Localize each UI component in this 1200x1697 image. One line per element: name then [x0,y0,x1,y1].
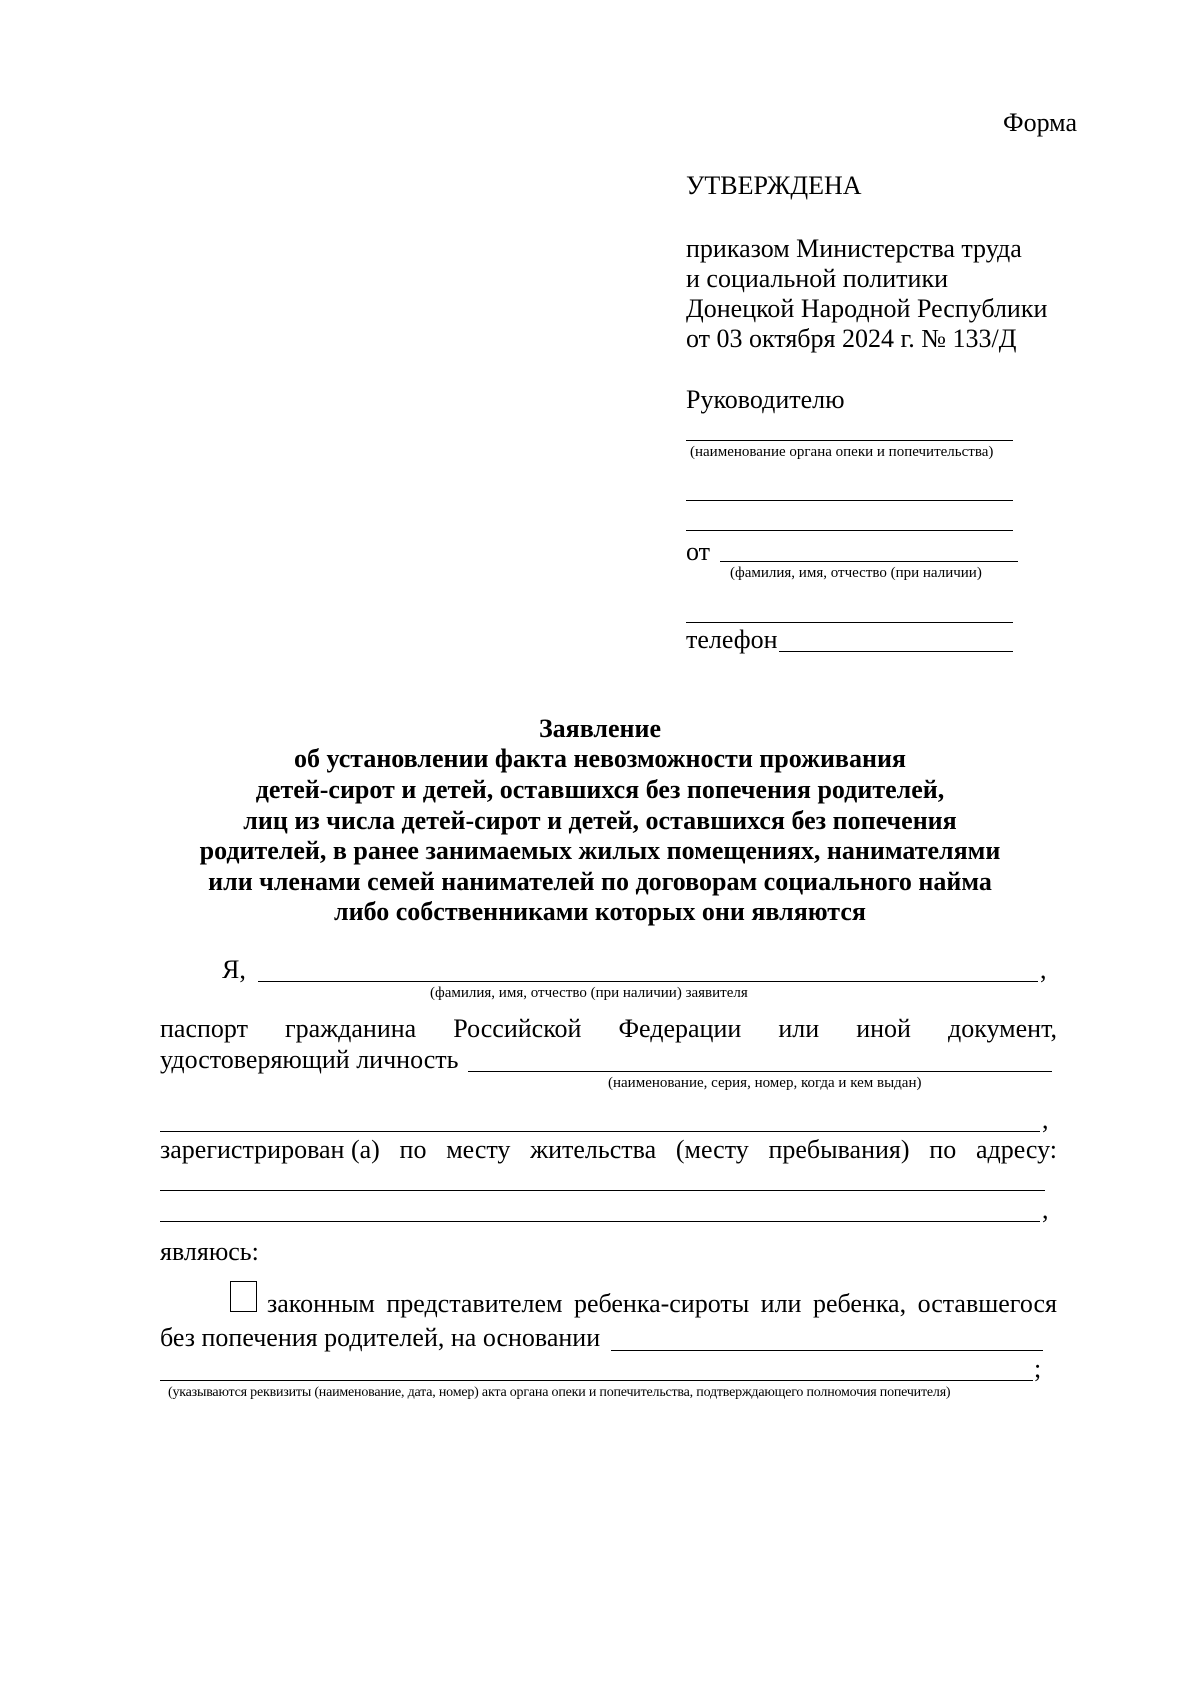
comma: , [1042,1105,1049,1134]
address-field[interactable] [160,1190,1045,1191]
word: оставшегося [917,1289,1057,1318]
word: пребывания) [768,1135,910,1164]
word: по [929,1135,957,1164]
basis-field-line-2[interactable] [160,1380,1033,1381]
title-line: лиц из числа детей-сирот и детей, оставшихся без попечения [243,806,957,835]
authority-field-line-3[interactable] [686,530,1013,531]
document-hint: (наименование, серия, номер, когда и кем выдан) [608,1075,922,1091]
word: документ, [948,1014,1057,1043]
passport-line [160,1014,1057,1044]
registered-line [160,1135,1057,1165]
word: иной [856,1014,911,1043]
word: Российской [453,1014,582,1043]
word: Федерации [618,1014,742,1043]
guardian-hint: (указываются реквизиты (наименование, дата, номер) акта органа опеки и попечительства, подтверждающего полномочия попечителя) [168,1385,951,1400]
title-line: или членами семей нанимателей по договорам социального найма [208,867,992,896]
authority-field[interactable] [686,440,1013,441]
word: (месту [675,1135,749,1164]
order-line: Донецкой Народной Республики [686,294,1048,323]
from-label: от [686,537,711,566]
title-line: родителей, в ранее занимаемых жилых помещениях, нанимателями [199,836,1001,865]
semicolon: ; [1034,1354,1042,1383]
option-continuation: без попечения родителей, на основании [160,1323,601,1352]
address-field-line-2[interactable] [160,1221,1040,1222]
applicant-fio-field[interactable] [258,981,1038,982]
applicant-name-field[interactable] [720,561,1018,562]
word: представителем [386,1289,563,1318]
phone-field[interactable] [779,651,1013,652]
word: по [399,1135,427,1164]
order-line: от 03 октября 2024 г. № 133/Д [686,324,1017,353]
fio-hint: (фамилия, имя, отчество (при наличии) [730,565,982,581]
phone-label: телефон [686,625,778,654]
comma: , [1042,1195,1049,1224]
comma: , [1040,955,1047,984]
authority-hint: (наименование органа опеки и попечительства) [690,444,994,460]
legal-representative-checkbox[interactable] [230,1281,257,1312]
word: жительства [530,1135,657,1164]
identity-document-field-line-2[interactable] [160,1131,1040,1132]
i-am-label: являюсь: [160,1237,259,1266]
word: зарегистрирован (а) [160,1135,380,1164]
basis-field[interactable] [611,1350,1043,1351]
word: законным [267,1289,375,1318]
word: ребенка-сироты [573,1289,750,1318]
applicant-name-field-line-2[interactable] [686,622,1013,623]
title-line: детей-сирот и детей, оставшихся без попечения родителей, [255,775,945,804]
word: ребенка, [812,1289,907,1318]
title-line: об установлении факта невозможности проживания [294,744,906,773]
authority-field-line-2[interactable] [686,500,1013,501]
identity-label: удостоверяющий личность [160,1045,459,1074]
applicant-hint: (фамилия, имя, отчество (при наличии) заявителя [430,985,748,1001]
form-label: Форма [1003,108,1077,137]
option-line [267,1289,1057,1319]
approved-label: УТВЕРЖДЕНА [686,171,862,200]
word: паспорт [160,1014,248,1043]
word: гражданина [285,1014,417,1043]
word: или [760,1289,802,1318]
word: адресу: [975,1135,1057,1164]
order-line: приказом Министерства труда [686,234,1022,263]
word: месту [446,1135,511,1164]
word: или [778,1014,820,1043]
addressee-label: Руководителю [686,385,845,414]
title-line: либо собственниками которых они являются [334,897,866,926]
order-line: и социальной политики [686,264,948,293]
document-heading: Заявление [538,714,662,743]
identity-document-field[interactable] [468,1071,1052,1072]
i-label: Я, [222,955,246,984]
